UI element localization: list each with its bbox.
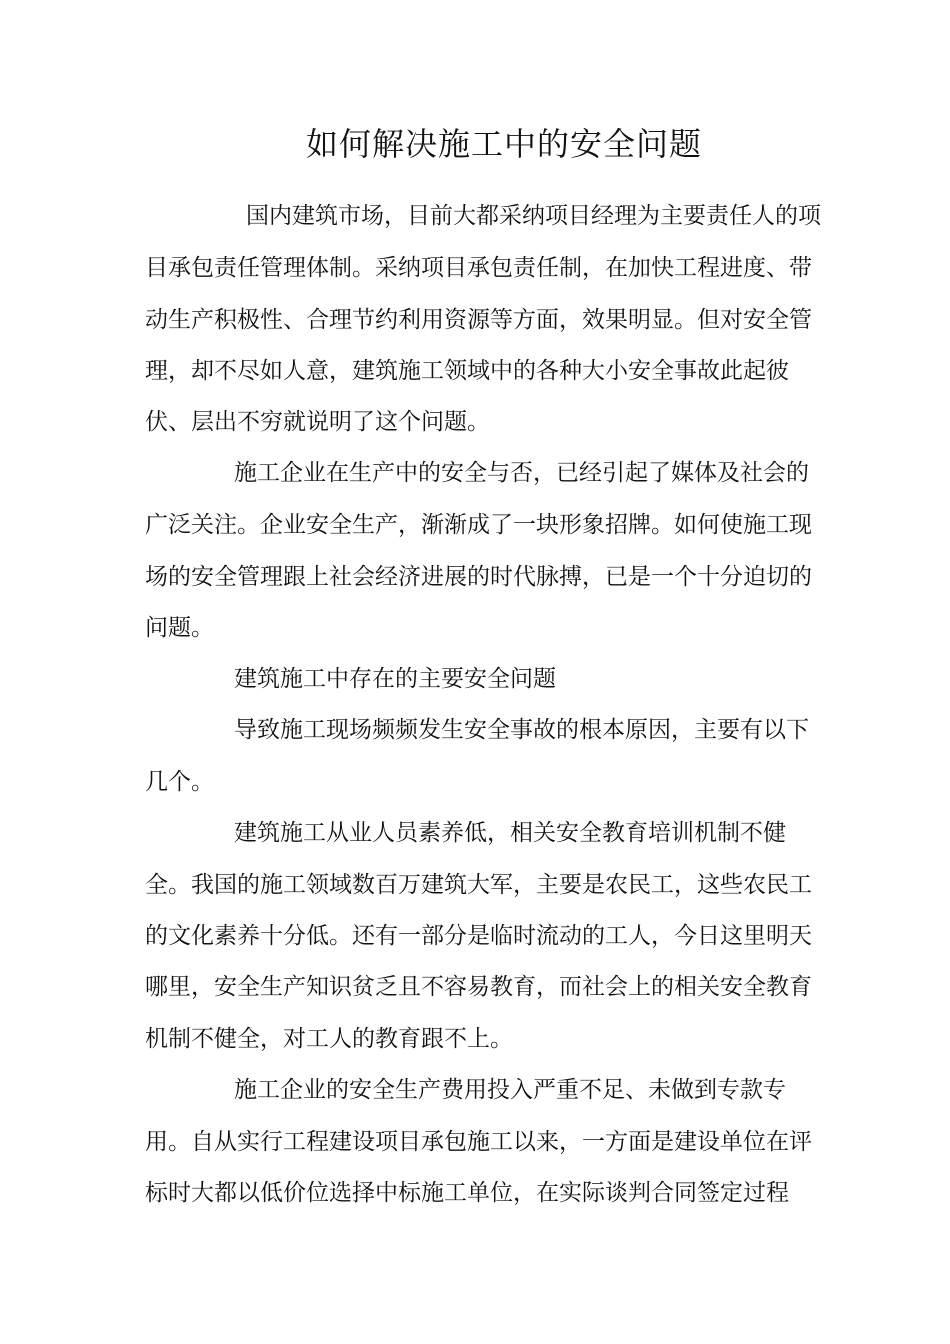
paragraph-line: 问题。 (145, 615, 214, 641)
section-heading: 建筑施工中存在的主要安全问题 (234, 666, 556, 692)
paragraph-line: 几个。 (145, 769, 214, 795)
paragraph-line: 广泛关注。企业安全生产，渐渐成了一块形象招牌。如何使施工现 (145, 512, 812, 538)
paragraph-line: 用。自从实行工程建设项目承包施工以来，一方面是建设单位在评 (145, 1129, 812, 1155)
paragraph-line: 标时大都以低价位选择中标施工单位，在实际谈判合同签定过程 (145, 1180, 789, 1206)
paragraph-line: 场的安全管理跟上社会经济进展的时代脉搏，已是一个十分迫切的 (145, 564, 812, 590)
paragraph-line: 的文化素养十分低。还有一部分是临时流动的工人，今日这里明天 (145, 923, 812, 949)
paragraph-line: 全。我国的施工领域数百万建筑大军，主要是农民工，这些农民工 (145, 872, 812, 898)
paragraph-line: 导致施工现场频频发生安全事故的根本原因，主要有以下 (234, 717, 809, 743)
paragraph-line: 目承包责任管理体制。采纳项目承包责任制，在加快工程进度、带 (145, 255, 812, 281)
paragraph-line: 哪里，安全生产知识贫乏且不容易教育，而社会上的相关安全教育 (145, 974, 812, 1000)
paragraph-line: 伏、层出不穷就说明了这个问题。 (145, 409, 490, 435)
paragraph-line: 机制不健全，对工人的教育跟不上。 (145, 1026, 513, 1052)
paragraph-line: 建筑施工从业人员素养低，相关安全教育培训机制不健 (234, 820, 786, 846)
document-title: 如何解决施工中的安全问题 (306, 125, 703, 163)
paragraph-line: 理，却不尽如人意，建筑施工领域中的各种大小安全事故此起彼 (145, 358, 789, 384)
paragraph-line: 国内建筑市场，目前大都采纳项目经理为主要责任人的项 (246, 203, 821, 229)
paragraph-line: 施工企业的安全生产费用投入严重不足、未做到专款专 (234, 1077, 786, 1103)
paragraph-line: 动生产积极性、合理节约利用资源等方面，效果明显。但对安全管 (145, 307, 812, 333)
paragraph-line: 施工企业在生产中的安全与否，已经引起了媒体及社会的 (234, 460, 809, 486)
